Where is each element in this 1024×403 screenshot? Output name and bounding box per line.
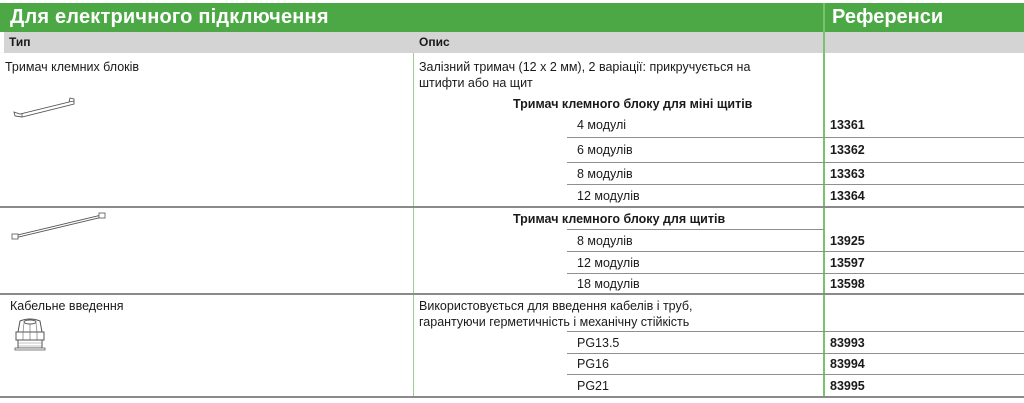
reference-number: 13925 <box>830 234 865 248</box>
description-line: Використовується для введення кабелів і труб, <box>419 299 693 313</box>
row-divider <box>567 162 1024 163</box>
column-header-type: Тип <box>9 35 31 49</box>
column-header-description: Опис <box>419 35 450 49</box>
reference-number: 13364 <box>830 189 865 203</box>
references-column-divider <box>823 3 825 397</box>
description-line: гарантуючи герметичність і механічну стійкість <box>419 315 690 329</box>
row-label: PG13.5 <box>577 336 620 350</box>
row-label: 4 модулі <box>577 118 627 132</box>
reference-number: 13598 <box>830 277 865 291</box>
din-rail-short-icon <box>12 96 76 120</box>
reference-number: 83995 <box>830 379 865 393</box>
group-title: Тримач клемного блоку для міні щитів <box>513 97 753 111</box>
cable-gland-icon <box>12 318 48 352</box>
section-divider <box>0 293 1024 295</box>
row-label: PG21 <box>577 379 609 393</box>
row-label: 18 модулів <box>577 277 640 291</box>
row-divider <box>567 273 1024 274</box>
table-bottom-border <box>0 396 1024 398</box>
column-header-bar <box>4 32 1024 53</box>
row-label: 8 модулів <box>577 167 633 181</box>
references-title: Референси <box>832 6 944 28</box>
description-line: штифти або на щит <box>419 76 533 90</box>
reference-number: 13361 <box>830 118 865 132</box>
row-label: 12 модулів <box>577 189 640 203</box>
row-divider <box>567 184 1024 185</box>
type-label: Кабельне введення <box>10 299 124 313</box>
description-line: Залізний тримач (12 x 2 мм), 2 варіації: прикручується на <box>419 60 751 74</box>
group-title: Тримач клемного блоку для щитів <box>513 212 726 226</box>
reference-number: 83994 <box>830 357 865 371</box>
row-label: 12 модулів <box>577 256 640 270</box>
section-title: Для електричного підключення <box>10 6 329 28</box>
row-divider <box>567 331 1024 332</box>
row-divider <box>567 251 1024 252</box>
din-rail-long-icon <box>10 210 106 242</box>
reference-number: 83993 <box>830 336 865 350</box>
row-label: 6 модулів <box>577 143 633 157</box>
row-divider <box>567 353 1024 354</box>
reference-number: 13362 <box>830 143 865 157</box>
row-divider <box>567 374 1024 375</box>
reference-number: 13597 <box>830 256 865 270</box>
row-label: PG16 <box>577 357 609 371</box>
row-label: 8 модулів <box>577 234 633 248</box>
description-column-divider <box>413 53 414 397</box>
section-divider <box>0 206 1024 208</box>
type-label: Тримач клемних блоків <box>5 60 140 74</box>
reference-number: 13363 <box>830 167 865 181</box>
row-divider <box>567 137 1024 138</box>
row-divider <box>567 229 824 230</box>
